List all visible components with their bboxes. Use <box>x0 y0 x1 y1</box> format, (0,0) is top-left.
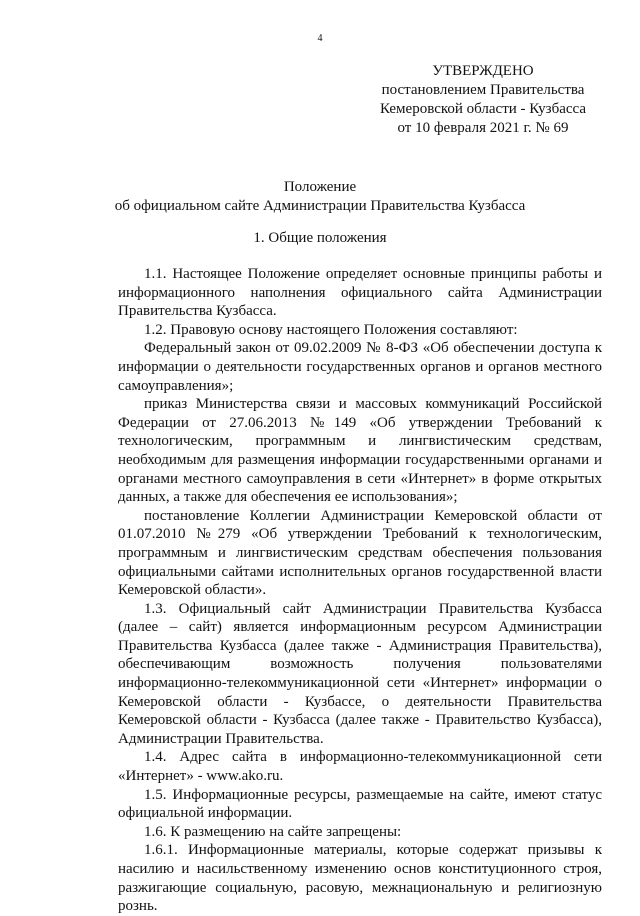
page-number: 4 <box>317 33 323 44</box>
approval-line: Кемеровской области - Кузбасса <box>379 101 587 117</box>
document-title <box>0 178 640 216</box>
paragraph: 1.6.1. Информационные материалы, которые содержат призывы к насилию и насильственному изменению основ конституционного строя, разжигающие социальную, расовую, межнациональную и религиозную рознь. <box>118 842 602 915</box>
document-body <box>118 265 602 916</box>
document-subtitle-line: об официальном сайте Администрации Правительства Кузбасса <box>114 198 526 214</box>
paragraph: Федеральный закон от 09.02.2009 № 8-ФЗ «Об обеспечении доступа к информации о деятельности государственных органов и органов местного самоуправления»; <box>118 340 602 394</box>
approval-heading: УТВЕРЖДЕНО <box>432 63 534 79</box>
approval-line: от 10 февраля 2021 г. № 69 <box>397 120 569 136</box>
paragraph: 1.4. Адрес сайта в информационно-телекоммуникационной сети «Интернет» - www.ako.ru. <box>118 749 602 785</box>
paragraph: 1.2. Правовую основу настоящего Положения составляют: <box>144 321 518 338</box>
paragraph: 1.3. Официальный сайт Администрации Правительства Кузбасса (далее – сайт) является информационным ресурсом Администрации Правительства Кузбасса (далее также - Администрация Правительства), обеспечивающим возможность получения пользователями информационно-телекоммуникационной сети «Интернет» информации о Кемеровской области - Кузбассе, о деятельности Правительства Кемеровской области - Кузбасса (далее также - Правительство Кузбасса), Администрации Правительства. <box>118 600 602 747</box>
approval-block <box>368 62 598 138</box>
paragraph: 1.1. Настоящее Положение определяет основные принципы работы и информационного наполнения официального сайта Администрации Правительства Кузбасса. <box>118 266 602 320</box>
paragraph: постановление Коллегии Администрации Кемеровской области от 01.07.2010 №279 «Об утверждении Требований к технологическим, программным и лингвистическим средствам обеспечения пользования официальными сайтами исполнительных органов государственной власти Кемеровской области». <box>118 507 602 599</box>
paragraph: приказ Министерства связи и массовых коммуникаций Российской Федерации от 27.06.2013 №149 «Об утверждении Требований к технологическим, программным и лингвистическим средствам, необходимым для размещения информации государственными органами и органами местного самоуправления в сети «Интернет» в форме открытых данных, а также для обеспечения ее использования»; <box>118 396 602 506</box>
paragraph: 1.5. Информационные ресурсы, размещаемые на сайте, имеют статус официальной информации. <box>118 786 602 822</box>
paragraph: 1.6. К размещению на сайте запрещены: <box>144 823 402 840</box>
section-heading: 1. Общие положения <box>253 230 387 246</box>
document-title-line: Положение <box>283 179 357 195</box>
approval-line: постановлением Правительства <box>381 82 585 98</box>
